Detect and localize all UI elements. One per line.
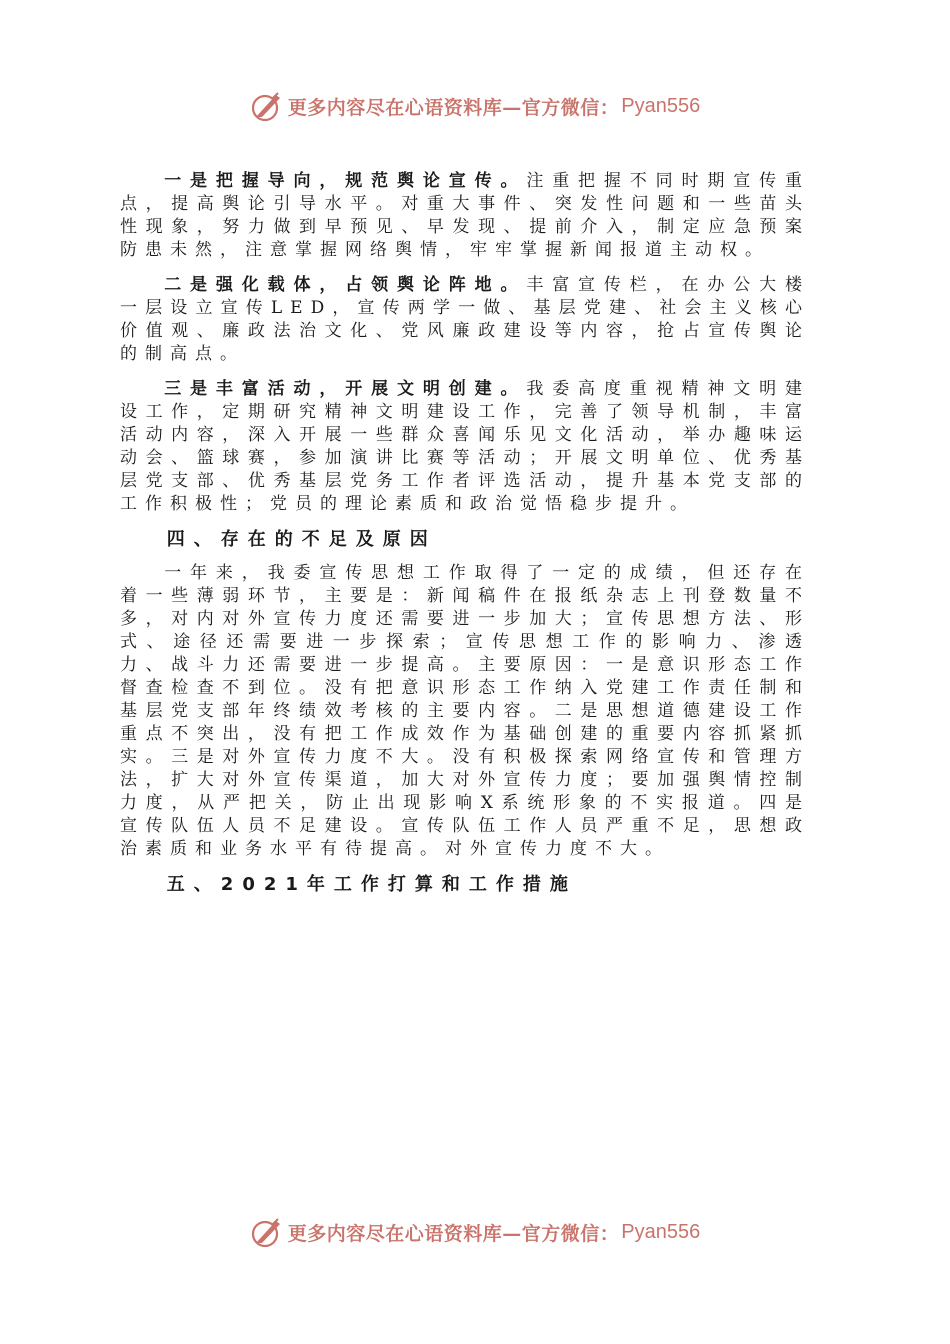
- document-body: [120, 170, 810, 907]
- section-heading-5: 五、2021年工作打算和工作措施: [166, 874, 577, 895]
- watermark-text: 更多内容尽在心语资料库—官方微信：: [287, 96, 620, 119]
- quill-logo-icon: [250, 89, 284, 123]
- watermark-text: 更多内容尽在心语资料库—官方微信：: [287, 1222, 620, 1245]
- section-heading-4: 四、存在的不足及原因: [166, 529, 437, 550]
- paragraph-2: [120, 274, 810, 366]
- watermark-wechat-id: Pyan556: [621, 1220, 701, 1243]
- paragraph-3-lead: 三是丰富活动，开展文明创建。: [164, 379, 527, 399]
- paragraph-1: [120, 170, 810, 262]
- paragraph-2-lead: 二是强化载体，占领舆论阵地。: [164, 275, 527, 295]
- paragraph-1-lead: 一是把握导向，规范舆论宣传。: [164, 171, 527, 191]
- paragraph-3: [120, 378, 810, 516]
- footer-watermark: [0, 1212, 950, 1252]
- paragraph-4: 一年来，我委宣传思想工作取得了一定的成绩，但还存在着一些薄弱环节，主要是：新闻稿件在报纸杂志上刊登数量不多，对内对外宣传力度还需要进一步加大；宣传思想方法、形式、途径还需要进一步探索；宣传思想工作的影响力、渗透力、战斗力还需要进一步提高。主要原因：一是意识形态工作督查检查不到位。没有把意识形态工作纳入党建工作责任制和基层党支部年终绩效考核的主要内容。二是思想道德建设工作重点不突出，没有把工作成效作为基础创建的重要内容抓紧抓实。三是对外宣传力度不大。没有积极探索网络宣传和管理方法，扩大对外宣传渠道，加大对外宣传力度；要加强舆情控制力度，从严把关，防止出现影响X系统形象的不实报道。四是宣传队伍人员不足建设。宣传队伍工作人员严重不足，思想政治素质和业务水平有待提高。对外宣传力度不大。: [120, 563, 810, 859]
- quill-logo-icon: [250, 1215, 284, 1249]
- paragraph-3-body: 我委高度重视精神文明建设工作，定期研究精神文明建设工作，完善了领导机制，丰富活动内容，深入开展一些群众喜闻乐见文化活动，举办趣味运动会、篮球赛，参加演讲比赛等活动；开展文明单位、优秀基层党支部、优秀基层党务工作者评选活动，提升基本党支部的工作积极性；党员的理论素质和政治觉悟稳步提升。: [120, 379, 810, 514]
- watermark-wechat-id: Pyan556: [621, 94, 701, 117]
- paragraph-2-body: 丰富宣传栏，在办公大楼一层设立宣传LED，宣传两学一做、基层党建、社会主义核心价值观、廉政法治文化、党风廉政建设等内容，抢占宣传舆论的制高点。: [120, 275, 810, 364]
- paragraph-1-body: 注重把握不同时期宣传重点，提高舆论引导水平。对重大事件、突发性问题和一些苗头性现象，努力做到早预见、早发现、提前介入，制定应急预案防患未然，注意掌握网络舆情，牢牢掌握新闻报道主动权。: [120, 171, 810, 260]
- header-watermark: [0, 86, 950, 126]
